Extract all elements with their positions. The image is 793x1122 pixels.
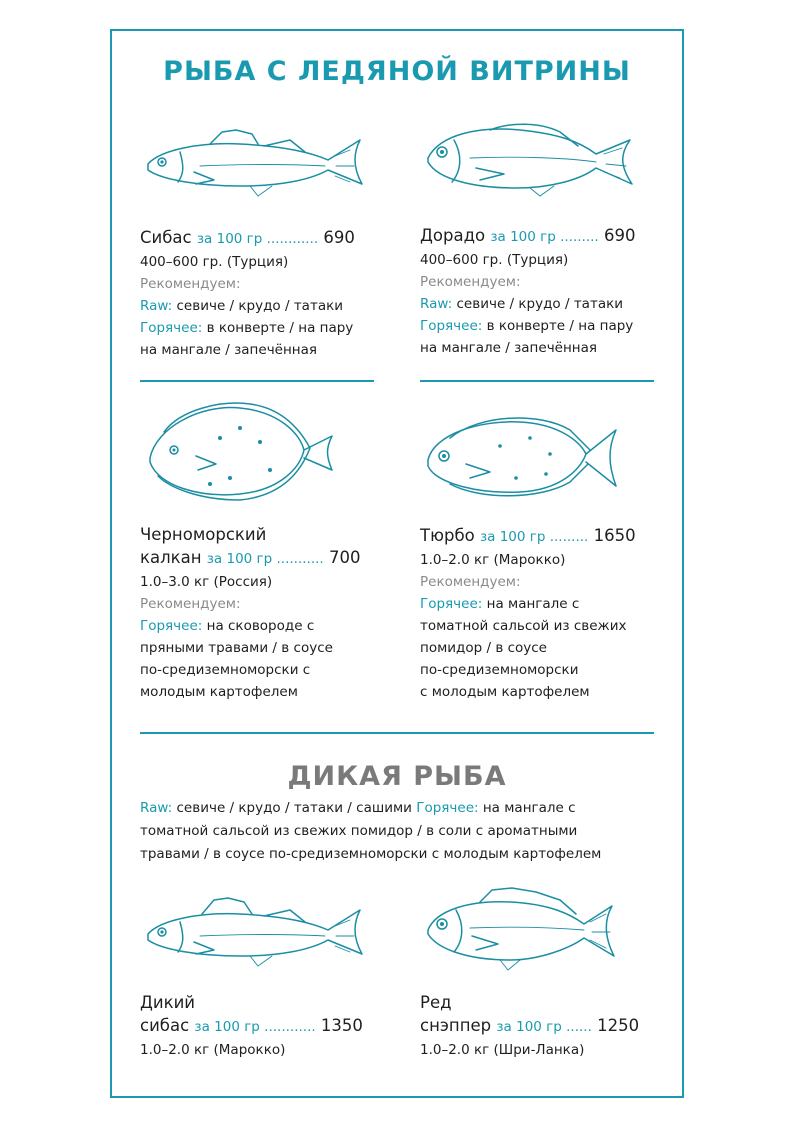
item-unit: за 100 гр ...... <box>496 1019 592 1035</box>
menu-item-wild-seabass <box>140 992 380 1061</box>
hot-label: Горячее: <box>416 800 479 816</box>
section-title-wild: ДИКАЯ РЫБА <box>287 761 507 792</box>
item-price: 1650 <box>593 526 636 545</box>
item-name: Дорадо <box>420 226 486 245</box>
item-hot <box>140 615 380 637</box>
item-price-line <box>140 546 380 571</box>
item-origin: 1.0–2.0 кг (Шри-Ланка) <box>420 1042 585 1058</box>
wild-line-1 <box>140 797 660 820</box>
item-origin: 400–600 гр. (Турция) <box>420 252 569 268</box>
raw-text: севиче / крудо / татаки / сашими <box>172 800 417 816</box>
black-sea-turbot-illustration <box>140 398 340 503</box>
item-recommend: Рекомендуем: <box>420 274 521 290</box>
menu-item-seabass <box>140 226 380 361</box>
wild-seabass-illustration <box>140 892 370 972</box>
item-hot-line: помидор / в соусе <box>420 640 547 656</box>
item-name: сибас <box>140 1016 190 1035</box>
hot-text: на мангале с <box>482 596 580 612</box>
dorado-illustration <box>420 118 640 200</box>
hot-label: Горячее: <box>140 618 203 634</box>
hot-label: Горячее: <box>420 318 483 334</box>
item-name-line1: Черноморский <box>140 525 267 544</box>
item-recommend: Рекомендуем: <box>140 276 241 292</box>
item-recommend: Рекомендуем: <box>420 574 521 590</box>
item-origin: 1.0–3.0 кг (Россия) <box>140 574 273 590</box>
section-divider <box>140 732 654 734</box>
item-raw <box>140 295 380 317</box>
item-hot-line: томатной сальсой из свежих <box>420 618 627 634</box>
raw-label: Raw: <box>420 296 453 312</box>
item-price: 1250 <box>597 1016 640 1035</box>
item-origin: 1.0–2.0 кг (Марокко) <box>140 1042 286 1058</box>
item-hot <box>140 317 380 339</box>
item-hot-line: молодым картофелем <box>140 684 298 700</box>
item-unit: за 100 гр ......... <box>490 229 599 245</box>
hot-text: в конверте / на пару <box>482 318 634 334</box>
item-name-line1: Ред <box>420 993 452 1012</box>
item-price-line <box>140 226 380 251</box>
item-name: Тюрбо <box>420 526 475 545</box>
turbot-illustration <box>420 408 620 503</box>
raw-text: севиче / крудо / татаки <box>172 298 344 314</box>
hot-label: Горячее: <box>140 320 203 336</box>
item-price: 700 <box>328 548 361 567</box>
item-hot-line: пряными травами / в соусе <box>140 640 333 656</box>
hot-text: в конверте / на пару <box>202 320 354 336</box>
item-price: 690 <box>603 226 636 245</box>
hot-text: на мангале с <box>478 800 576 816</box>
menu-item-red-snapper <box>420 992 660 1061</box>
hot-label: Горячее: <box>420 596 483 612</box>
menu-item-turbot <box>420 524 660 703</box>
item-hot-2: на мангале / запечённая <box>420 340 598 356</box>
raw-label: Raw: <box>140 800 173 816</box>
item-hot-line: по-средиземноморски <box>420 662 579 678</box>
item-price-line <box>420 1014 660 1039</box>
item-hot-line: по-средиземноморски с <box>140 662 311 678</box>
wild-recommendations <box>140 797 660 866</box>
item-price-line <box>140 1014 380 1039</box>
divider-right <box>420 380 654 382</box>
item-hot <box>420 593 660 615</box>
menu-item-black-sea-turbot <box>140 524 380 703</box>
item-unit: за 100 гр ......... <box>479 529 589 545</box>
item-price-line <box>420 224 660 249</box>
item-hot-line: с молодым картофелем <box>420 684 590 700</box>
raw-text: севиче / крудо / татаки <box>452 296 624 312</box>
wild-line-3: травами / в соусе по-средиземноморски с молодым картофелем <box>140 846 602 862</box>
item-hot <box>420 315 660 337</box>
item-origin: 1.0–2.0 кг (Марокко) <box>420 552 566 568</box>
item-raw <box>420 293 660 315</box>
item-price: 690 <box>323 228 355 247</box>
item-hot-2: на мангале / запечённая <box>140 342 318 358</box>
item-name-line1: Дикий <box>140 993 196 1012</box>
menu-item-dorado <box>420 224 660 359</box>
item-unit: за 100 гр ............ <box>196 231 319 247</box>
wild-line-2: томатной сальсой из свежих помидор / в соли с ароматными <box>140 823 578 839</box>
item-price-line <box>420 524 660 549</box>
item-name: снэппер <box>420 1016 492 1035</box>
item-origin: 400–600 гр. (Турция) <box>140 254 289 270</box>
item-name: Сибас <box>140 228 192 247</box>
raw-label: Raw: <box>140 298 173 314</box>
divider-left <box>140 380 374 382</box>
item-recommend: Рекомендуем: <box>140 596 241 612</box>
item-unit: за 100 гр ........... <box>206 551 324 567</box>
item-unit: за 100 гр ............ <box>194 1019 316 1035</box>
seabass-illustration <box>140 122 370 202</box>
item-price: 1350 <box>320 1016 363 1035</box>
item-name: калкан <box>140 548 202 567</box>
red-snapper-illustration <box>420 884 620 974</box>
hot-text: на сковороде с <box>202 618 315 634</box>
section-title-ice: РЫБА С ЛЕДЯНОЙ ВИТРИНЫ <box>163 56 631 87</box>
